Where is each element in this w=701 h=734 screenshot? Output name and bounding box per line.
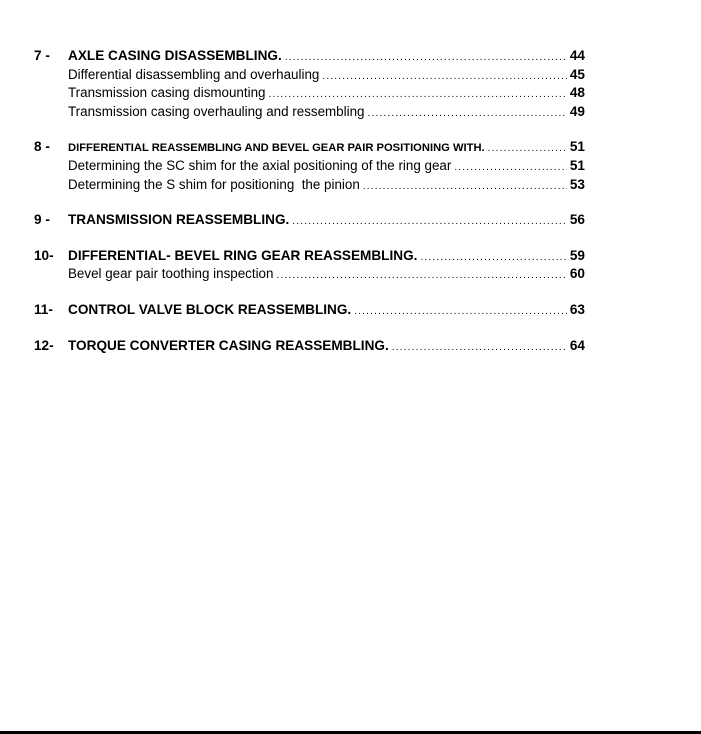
section-title: DIFFERENTIAL- BEVEL RING GEAR REASSEMBLING. <box>68 247 418 263</box>
toc-section-7 <box>34 47 585 121</box>
dot-leader <box>354 303 567 322</box>
page-number: 51 <box>569 139 585 155</box>
toc-subentry <box>34 265 585 284</box>
toc-subentry <box>34 66 585 85</box>
page-number: 53 <box>569 176 585 192</box>
page-number: 45 <box>569 66 585 82</box>
section-number: 7 - <box>34 48 50 63</box>
toc-subentry <box>34 157 585 176</box>
section-number: 9 - <box>34 212 50 228</box>
dot-leader <box>322 68 567 87</box>
toc-section-11 <box>34 301 585 320</box>
dot-leader <box>285 49 567 68</box>
toc-entry <box>34 301 585 320</box>
section-title: CONTROL VALVE BLOCK REASSEMBLING. <box>68 301 352 317</box>
page-number: 44 <box>569 48 585 63</box>
toc-subentry <box>34 176 585 195</box>
section-title: TRANSMISSION REASSEMBLING. <box>68 212 290 228</box>
toc-entry <box>34 138 585 157</box>
toc-section-9 <box>34 211 585 230</box>
section-number: 12- <box>34 337 54 353</box>
subsection-title: Bevel gear pair toothing inspection <box>68 266 274 282</box>
dot-leader <box>276 267 566 286</box>
page-number: 48 <box>569 85 585 101</box>
dot-leader <box>363 178 567 197</box>
toc-entry <box>34 337 585 356</box>
toc-subentry <box>34 84 585 103</box>
section-number: 8 - <box>34 139 50 155</box>
section-number: 11- <box>34 301 53 317</box>
toc-entry <box>34 211 585 230</box>
section-title: DIFFERENTIAL REASSEMBLING AND BEVEL GEAR PAIR POSITIONING WITH. <box>68 142 485 155</box>
subsection-title: Differential disassembling and overhauling <box>68 66 320 82</box>
toc-entry <box>34 47 585 66</box>
section-number: 10- <box>34 247 54 263</box>
page-number: 49 <box>569 103 585 119</box>
subsection-title: Determining the SC shim for the axial positioning of the ring gear <box>68 157 452 173</box>
page-number: 51 <box>569 157 585 173</box>
toc-section-10 <box>34 247 585 284</box>
page-number: 59 <box>569 247 585 263</box>
page-number: 56 <box>569 212 585 228</box>
dot-leader <box>392 339 567 358</box>
dot-leader <box>367 105 566 124</box>
subsection-title: Determining the S shim for positioning the pinion <box>68 176 360 192</box>
section-title: TORQUE CONVERTER CASING REASSEMBLING. <box>68 337 389 353</box>
dot-leader <box>292 213 567 232</box>
dot-leader <box>454 159 567 178</box>
toc-section-8 <box>34 138 585 194</box>
toc-subentry <box>34 103 585 122</box>
dot-leader <box>488 140 567 159</box>
page-number: 60 <box>569 266 585 282</box>
page-number: 64 <box>569 337 585 353</box>
toc-section-12 <box>34 337 585 356</box>
section-title: AXLE CASING DISASSEMBLING. <box>68 48 282 63</box>
dot-leader <box>420 249 566 268</box>
toc-entry <box>34 247 585 266</box>
table-of-contents <box>34 47 585 372</box>
subsection-title: Transmission casing dismounting <box>68 85 266 101</box>
subsection-title: Transmission casing overhauling and ressembling <box>68 103 365 119</box>
page-number: 63 <box>569 301 585 317</box>
